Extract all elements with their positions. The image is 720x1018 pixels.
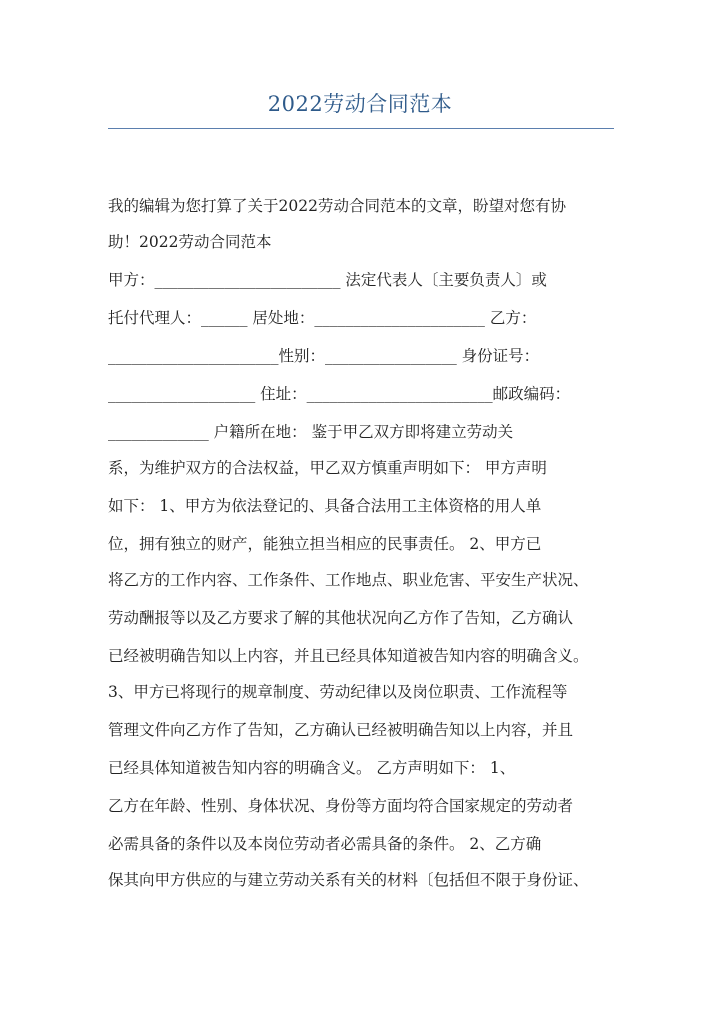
title-underline — [108, 128, 614, 129]
body-line: 管理文件向乙方作了告知，乙方确认已经被明确告知以上内容，并且 — [108, 721, 574, 739]
body-line: 系，为维护双方的合法权益，甲乙双方慎重声明如下： 甲方声明 — [108, 459, 547, 477]
body-line: ___________________ 住址：________________________邮政编码： — [108, 385, 571, 403]
body-line: 位，拥有独立的财产，能独立担当相应的民事责任。 2、甲方已 — [108, 535, 542, 553]
body-line: 我的编辑为您打算了关于2022劳动合同范本的文章，盼望对您有协 — [108, 197, 566, 215]
body-line: 将乙方的工作内容、工作条件、工作地点、职业危害、平安生产状况、 — [108, 571, 589, 589]
document-title: 2022劳动合同范本 — [267, 92, 453, 116]
body-line: 托付代理人：______ 居处地：______________________ 乙方： — [108, 309, 537, 327]
body-line: 甲方：________________________ 法定代表人〔主要负责人〕或 — [108, 271, 547, 289]
body-line: 劳动酬报等以及乙方要求了解的其他状况向乙方作了告知，乙方确认 — [108, 609, 574, 627]
body-line: 3、甲方已将现行的规章制度、劳动纪律以及岗位职责、工作流程等 — [108, 683, 568, 701]
body-line: 已经被明确告知以上内容，并且已经具体知道被告知内容的明确含义。 — [108, 647, 589, 665]
body-line: 保其向甲方供应的与建立劳动关系有关的材料〔包括但不限于身份证、 — [108, 871, 589, 889]
body-line: 如下： 1、甲方为依法登记的、具备合法用工主体资格的用人单 — [108, 497, 542, 515]
body-line: 助！2022劳动合同范本 — [108, 233, 272, 251]
body-line: 必需具备的条件以及本岗位劳动者必需具备的条件。 2、乙方确 — [108, 835, 542, 853]
body-line: 已经具体知道被告知内容的明确含义。 乙方声明如下： 1、 — [108, 759, 516, 777]
body-line: ______________________性别：_________________ 身份证号： — [108, 347, 540, 365]
body-line: 乙方在年龄、性别、身体状况、身份等方面均符合国家规定的劳动者 — [108, 797, 574, 815]
body-line: _____________ 户籍所在地： 鉴于甲乙双方即将建立劳动关 — [108, 423, 514, 441]
